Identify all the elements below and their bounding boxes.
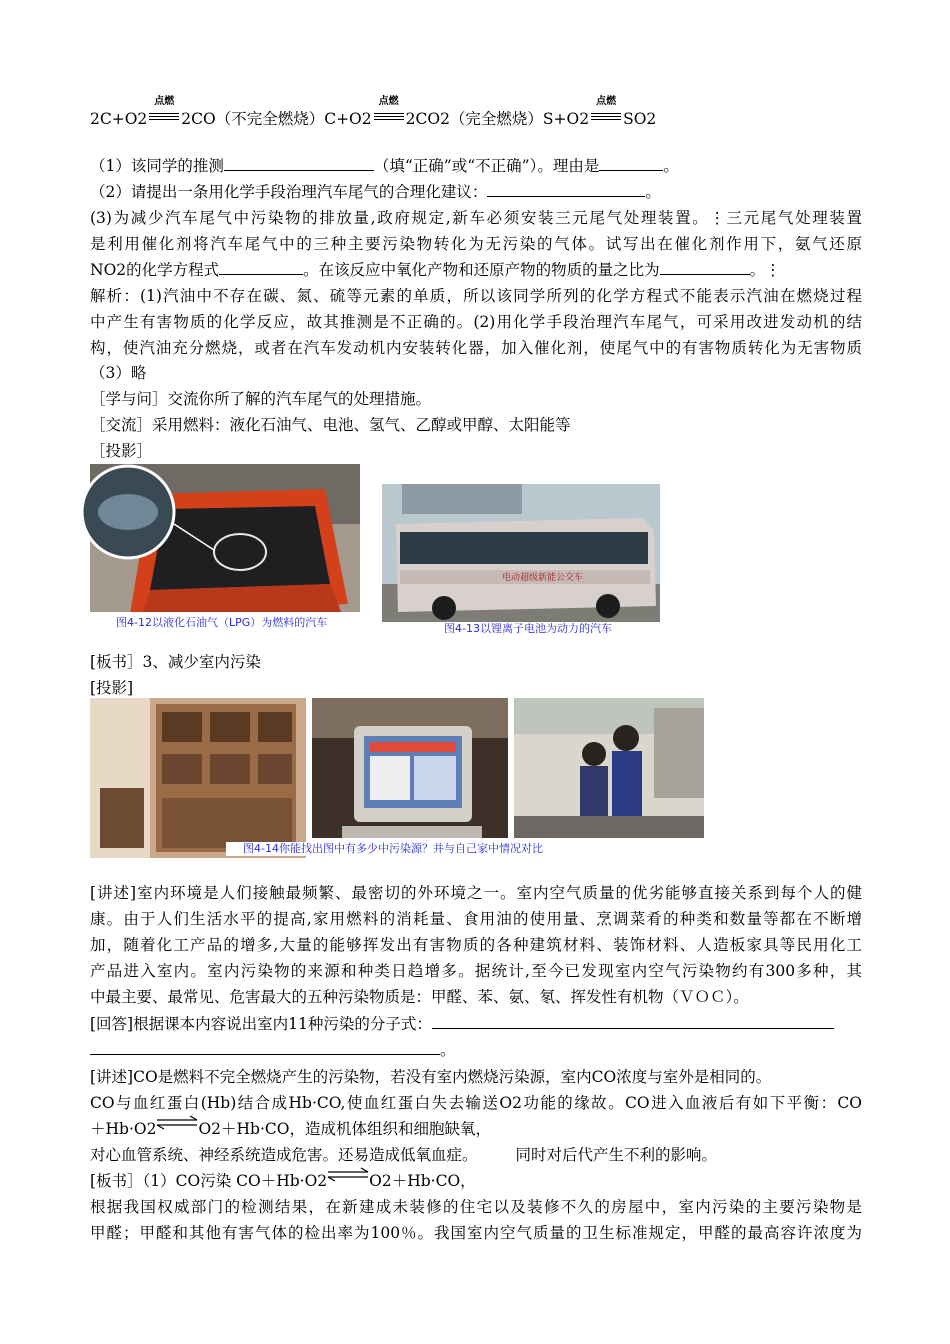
- answer-blank[interactable]: [219, 258, 303, 275]
- question-3-line: 是利用催化剂将汽车尾气中的三种主要污染物转化为无污染的气体。试写出在催化剂作用下，氨气还原: [90, 235, 862, 253]
- eq2-products: 2CO2（完全燃烧）S+O2: [405, 110, 590, 128]
- analysis-line: 构，使汽油充分燃烧，或者在汽车发动机内安装转化器，加入催化剂，使尾气中的有害物质转化为无害物质: [90, 339, 862, 357]
- answer-blank[interactable]: [432, 1012, 834, 1029]
- question-1: [90, 153, 862, 179]
- answer-blank[interactable]: [599, 154, 663, 171]
- figure-lpg-car: [90, 464, 360, 638]
- condition-label: 点燃: [596, 96, 617, 107]
- co-text: O2＋Hb·CO，造成机体组织和细胞缺氧，: [198, 1120, 491, 1138]
- huida-line: [90, 1011, 862, 1037]
- question-2-text: 。: [645, 183, 661, 201]
- co-text: ＋Hb·O2: [90, 1120, 157, 1138]
- condition-label: 点燃: [378, 96, 399, 107]
- xuewen-text: ［学与问］交流你所了解的汽车尾气的处理措施。: [90, 390, 432, 408]
- jiangshu-co-line: [90, 1142, 862, 1168]
- question-1-text: （1）该同学的推测: [90, 157, 224, 175]
- jiangshu-line: 康。由于人们生活水平的提高,家用燃料的消耗量、食用油的使用量、烹调菜肴的种类和数量等都在不断增: [90, 910, 862, 928]
- co-text: 对心血管系统、神经系统造成危害。还易造成低氧血症。: [90, 1146, 478, 1164]
- question-3-line: (3)为减少汽车尾气中污染物的排放量,政府规定,新车必须安装三元尾气处理装置。⋮三元尾气处理装置: [90, 209, 862, 227]
- kitchen-illustration: [514, 698, 704, 858]
- answer-blank[interactable]: [224, 154, 374, 171]
- banshu-co-text: [板书］（1）CO污染 CO＋Hb·O2: [90, 1172, 328, 1190]
- banshu-heading: [板书］3、减少室内污染: [90, 653, 261, 671]
- car-trunk-illustration: [90, 464, 360, 638]
- figure-caption: 图4-12以液化石油气（LPG）为燃料的汽车: [116, 616, 328, 629]
- reaction-sign: [372, 96, 406, 124]
- computer-illustration: [312, 698, 508, 858]
- reaction-sign: [147, 96, 181, 124]
- eq3-products: SO2: [623, 110, 657, 128]
- condition-label: 点燃: [154, 96, 175, 107]
- living-room-photo: [90, 698, 306, 858]
- eq1-reactants: 2C+O2: [90, 110, 148, 128]
- bus-illustration: [382, 484, 660, 638]
- huida-line: [90, 1037, 862, 1063]
- jiaoliu-text: ［交流］采用燃料：液化石油气、电池、氢气、乙醇或甲醇、太阳能等: [90, 416, 571, 434]
- equilibrium-arrow-icon: [327, 1172, 369, 1186]
- car-trunk-photo: [90, 464, 360, 638]
- figure-caption: 图4-14你能找出图中有多少中污染源？并与自己家中情况对比: [226, 842, 560, 856]
- jiangshu-co-line: [90, 1116, 862, 1142]
- jiangshu-line: [讲述]室内环境是人们接触最频繁、最密切的外环境之一。室内空气质量的优劣能够直接关系到每个人的健: [90, 884, 862, 902]
- question-1-text: （填“正确”或“不正确”）。理由是: [373, 157, 600, 175]
- bus-side-text: 电动超级新能公交车: [502, 573, 584, 583]
- figure-electric-bus: [382, 484, 660, 638]
- touying-label: [投影]: [90, 679, 134, 697]
- eq1-products: 2CO（不完全燃烧）C+O2: [181, 110, 372, 128]
- question-3-text: 。在该反应中氧化产物和还原产物的物质的量之比为: [303, 261, 660, 279]
- question-1-text: 。: [663, 157, 679, 175]
- analysis-line: 解析：(1)汽油中不存在碳、氮、硫等元素的单质，所以该同学所列的化学方程式不能表示汽油在燃烧过程: [90, 287, 862, 305]
- bus-photo: [382, 484, 660, 638]
- figure-caption: 图4-13以锂离子电池为动力的汽车: [444, 622, 612, 635]
- equilibrium-arrow-icon: [156, 1120, 198, 1134]
- jiangshu-line: 加，随着化工产品的增多,大量的能够挥发出有害物质的各种建筑材料、装饰材料、人造板家具等民用化工: [90, 936, 862, 954]
- jiangshu-co-line: CO与血红蛋白(Hb)结合成Hb·CO,使血红蛋白失去输送O2功能的缘故。CO进入血液后有如下平衡：CO: [90, 1094, 862, 1112]
- kitchen-photo: [514, 698, 704, 858]
- formaldehyde-line: 甲醛；甲醛和其他有害气体的检出率为100％。我国室内空气质量的卫生标准规定，甲醛的最高容许浓度为: [90, 1224, 862, 1242]
- question-2-text: （2）请提出一条用化学手段治理汽车尾气的合理化建议：: [90, 183, 488, 201]
- jiangshu-line: 中最主要、最常见、危害最大的五种污染物质是：甲醛、苯、氨、氡、挥发性有机物（ＶＯＣ）。: [90, 988, 749, 1006]
- question-3-text: 。⋮: [749, 261, 781, 279]
- formaldehyde-line: 根据我国权威部门的检测结果，在新建成未装修的住宅以及装修不久的房屋中，室内污染的主要污染物是: [90, 1198, 862, 1216]
- answer-blank[interactable]: [487, 180, 645, 197]
- answer-blank[interactable]: [660, 258, 750, 275]
- question-2: [90, 179, 862, 205]
- answer-blank[interactable]: [90, 1038, 440, 1055]
- combustion-equations: [90, 96, 862, 132]
- touying-label: ［投影］: [90, 442, 153, 460]
- co-text: 同时对后代产生不利的影响。: [515, 1146, 718, 1164]
- jiangshu-co-line: [讲述]CO是燃料不完全燃烧产生的污染物，若没有室内燃烧污染源，室内CO浓度与室外是相同的。: [90, 1068, 772, 1086]
- huida-text: 。: [440, 1041, 456, 1059]
- analysis-line: （3）略: [90, 364, 147, 382]
- living-room-illustration: [90, 698, 306, 858]
- computer-photo: [312, 698, 508, 858]
- huida-text: [回答]根据课本内容说出室内11种污染的分子式：: [90, 1015, 432, 1033]
- analysis-line: 中产生有害物质的化学反应，故其推测是不正确的。(2)用化学手段治理汽车尾气，可采用改进发动机的结: [90, 313, 862, 331]
- banshu-co-text: O2＋Hb·CO，: [369, 1172, 476, 1190]
- banshu-co-line: [90, 1168, 862, 1194]
- question-3-text: NO2的化学方程式: [90, 261, 220, 279]
- figure-indoor-pollution: [90, 698, 704, 858]
- question-3-line: [90, 257, 862, 283]
- jiangshu-line: 产品进入室内。室内污染物的来源和种类日趋增多。据统计,至今已发现室内空气污染物约有300多种，其: [90, 962, 862, 980]
- reaction-sign: [589, 96, 623, 124]
